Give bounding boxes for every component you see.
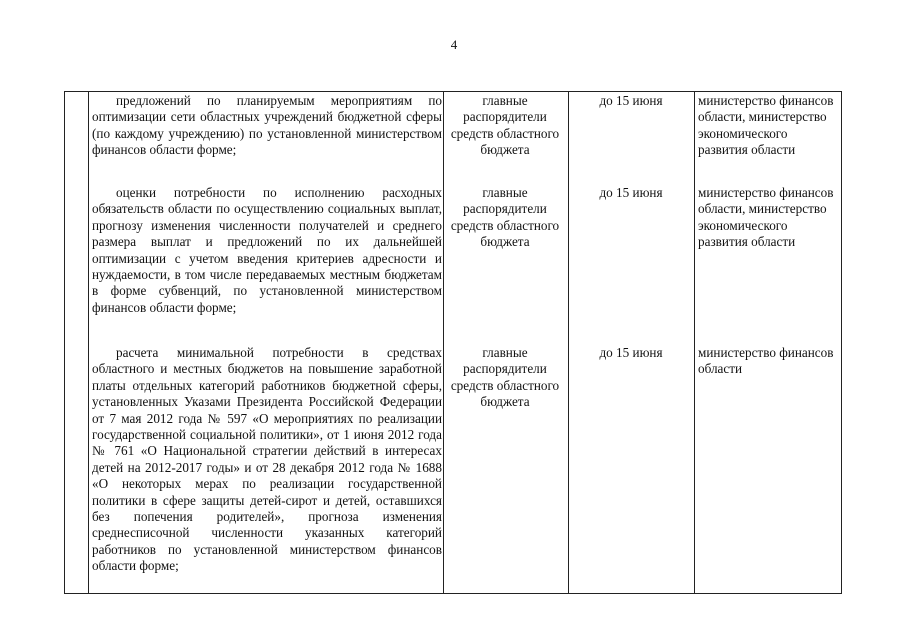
row-3-responsible: министерство финансов области xyxy=(698,345,834,377)
row-2-executor: главные распорядители средств областного бюджета xyxy=(450,185,560,250)
row-1-responsible: министерство финансов области, министерство экономического развития области xyxy=(698,93,834,158)
row-2-responsible: министерство финансов области, министерство экономического развития области xyxy=(698,185,834,250)
column-divider-2 xyxy=(443,91,444,594)
row-2-description: оценки потребности по исполнению расходных обязательств области по осуществлению социальных выплат, прогнозу изменения численности получателей и среднего размера выплат и предложений по их дальнейшей оптимизации с учетом введения критериев адресности и нуждаемости, в том числе передаваемых местным бюджетам в форме субвенций, по установленной министерством финансов области форме; xyxy=(92,185,442,315)
row-3-deadline: до 15 июня xyxy=(599,345,663,360)
row-3-description: расчета минимальной потребности в средствах областного и местных бюджетов на повышение заработной платы отдельных категорий работников бюджетной сферы, установленных Указами Президента Российской Федерации от 7 мая 2012 года № 597 «О мероприятиях по реализации государственной социальной политики», от 1 июня 2012 года № 761 «О Национальной стратегии действий в интересах детей на 2012-2017 годы» и от 28 декабря 2012 года № 1688 «О некоторых мерах по реализации государственной политики в сфере защиты детей-сирот и детей, оставшихся без попечения родителей», прогноза изменения среднесписочной численности указанных категорий работников по установленной министерством финансов области форме; xyxy=(92,345,442,574)
row-2-deadline: до 15 июня xyxy=(599,185,663,200)
column-divider-3 xyxy=(568,91,569,594)
column-divider-4 xyxy=(694,91,695,594)
column-divider-1 xyxy=(88,91,89,594)
table-border-bottom xyxy=(64,593,842,594)
row-1-deadline: до 15 июня xyxy=(599,93,663,108)
page-number: 4 xyxy=(450,37,458,52)
row-3-executor: главные распорядители средств областного бюджета xyxy=(450,345,560,410)
row-1-description: предложений по планируемым мероприятиям по оптимизации сети областных учреждений бюджетной сферы (по каждому учреждению) по установленной министерством финансов области форме; xyxy=(92,93,442,158)
table-border-right xyxy=(841,91,842,594)
table-border-top xyxy=(64,91,842,92)
row-1-executor: главные распорядители средств областного бюджета xyxy=(450,93,560,158)
table-border-left xyxy=(64,91,65,594)
